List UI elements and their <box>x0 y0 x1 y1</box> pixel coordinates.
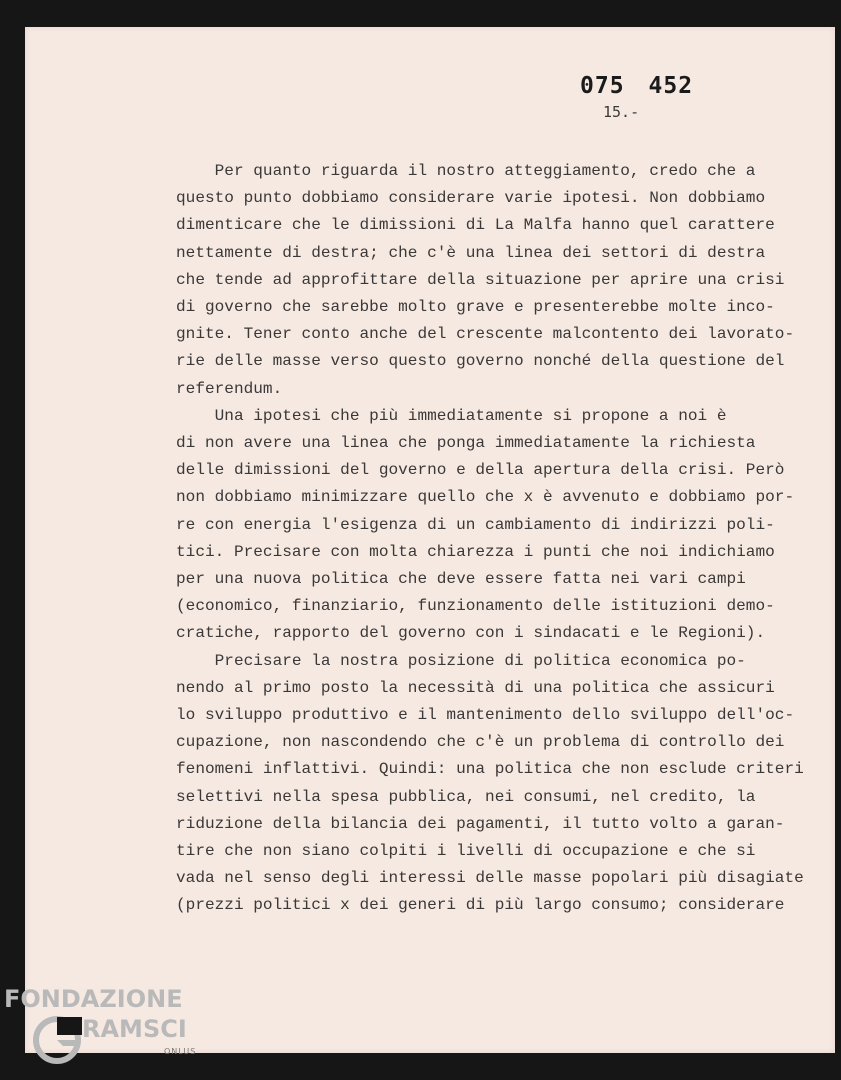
text-line: selettivi nella spesa pubblica, nei consumi, nel credito, la <box>176 787 756 806</box>
text-line: nendo al primo posto la necessità di una politica che assicuri <box>176 678 775 697</box>
archive-number-part: 075 <box>580 73 625 99</box>
page-number: 15.- <box>603 103 640 121</box>
logo-text-line1: FONDAZIONE <box>4 985 183 1013</box>
text-line: che tende ad approfittare della situazione per aprire una crisi <box>176 270 785 289</box>
text-line: (economico, finanziario, funzionamento delle istituzioni demo- <box>176 597 775 616</box>
logo-subtext: ONLUS <box>164 1047 197 1056</box>
fondazione-gramsci-logo <box>4 985 214 1080</box>
text-line: fenomeni inflattivi. Quindi: una politica che non esclude criteri <box>176 760 804 779</box>
archive-number-part: 452 <box>648 73 694 99</box>
text-line: lo sviluppo produttivo e il mantenimento dello sviluppo dell'oc- <box>176 706 795 724</box>
text-line: riduzione della bilancia dei pagamenti, il tutto volto a garan- <box>176 814 785 833</box>
text-line: cupazione, non nascondendo che c'è un problema di controllo dei <box>176 733 785 752</box>
text-line: (prezzi politici x dei generi di più largo consumo; considerare <box>176 896 785 915</box>
text-line: questo punto dobbiamo considerare varie ipotesi. Non dobbiamo <box>176 189 766 208</box>
text-line: referendum. <box>176 379 283 398</box>
text-line: Per quanto riguarda il nostro atteggiamento, credo che a <box>176 162 756 180</box>
text-line: tire che non siano colpiti i livelli di occupazione e che si <box>176 842 756 860</box>
text-line: cratiche, rapporto del governo con i sindacati e le Regioni). <box>176 624 766 643</box>
text-line: per una nuova politica che deve essere fatta nei vari campi <box>176 570 746 588</box>
text-line: di governo che sarebbe molto grave e presenterebbe molte inco- <box>176 298 775 316</box>
text-line: Una ipotesi che più immediatamente si propone a noi è <box>176 406 727 425</box>
text-line: rie delle masse verso questo governo nonché della questione del <box>176 352 785 371</box>
text-line: delle dimissioni del governo e della apertura della crisi. Però <box>176 461 785 480</box>
archive-number-stamp <box>580 73 693 99</box>
text-line: gnite. Tener conto anche del crescente malcontento dei lavorato- <box>176 325 795 344</box>
logo-text-line2: RAMSCI <box>82 1015 187 1043</box>
text-line: dimenticare che le dimissioni di La Malfa hanno quel carattere <box>176 216 775 235</box>
gramsci-g-logo-icon <box>32 1015 82 1065</box>
text-line: tici. Precisare con molta chiarezza i punti che noi indichiamo <box>176 542 775 561</box>
text-line: re con energia l'esigenza di un cambiamento di indirizzi poli- <box>176 515 775 534</box>
text-line: vada nel senso degli interessi delle masse popolari più disagiate <box>176 869 804 888</box>
text-line: non dobbiamo minimizzare quello che x è avvenuto e dobbiamo por- <box>176 488 795 507</box>
text-line: di non avere una linea che ponga immediatamente la richiesta <box>176 434 756 452</box>
text-line: Precisare la nostra posizione di politica economica po- <box>176 651 746 670</box>
text-line: nettamente di destra; che c'è una linea dei settori di destra <box>176 243 766 262</box>
